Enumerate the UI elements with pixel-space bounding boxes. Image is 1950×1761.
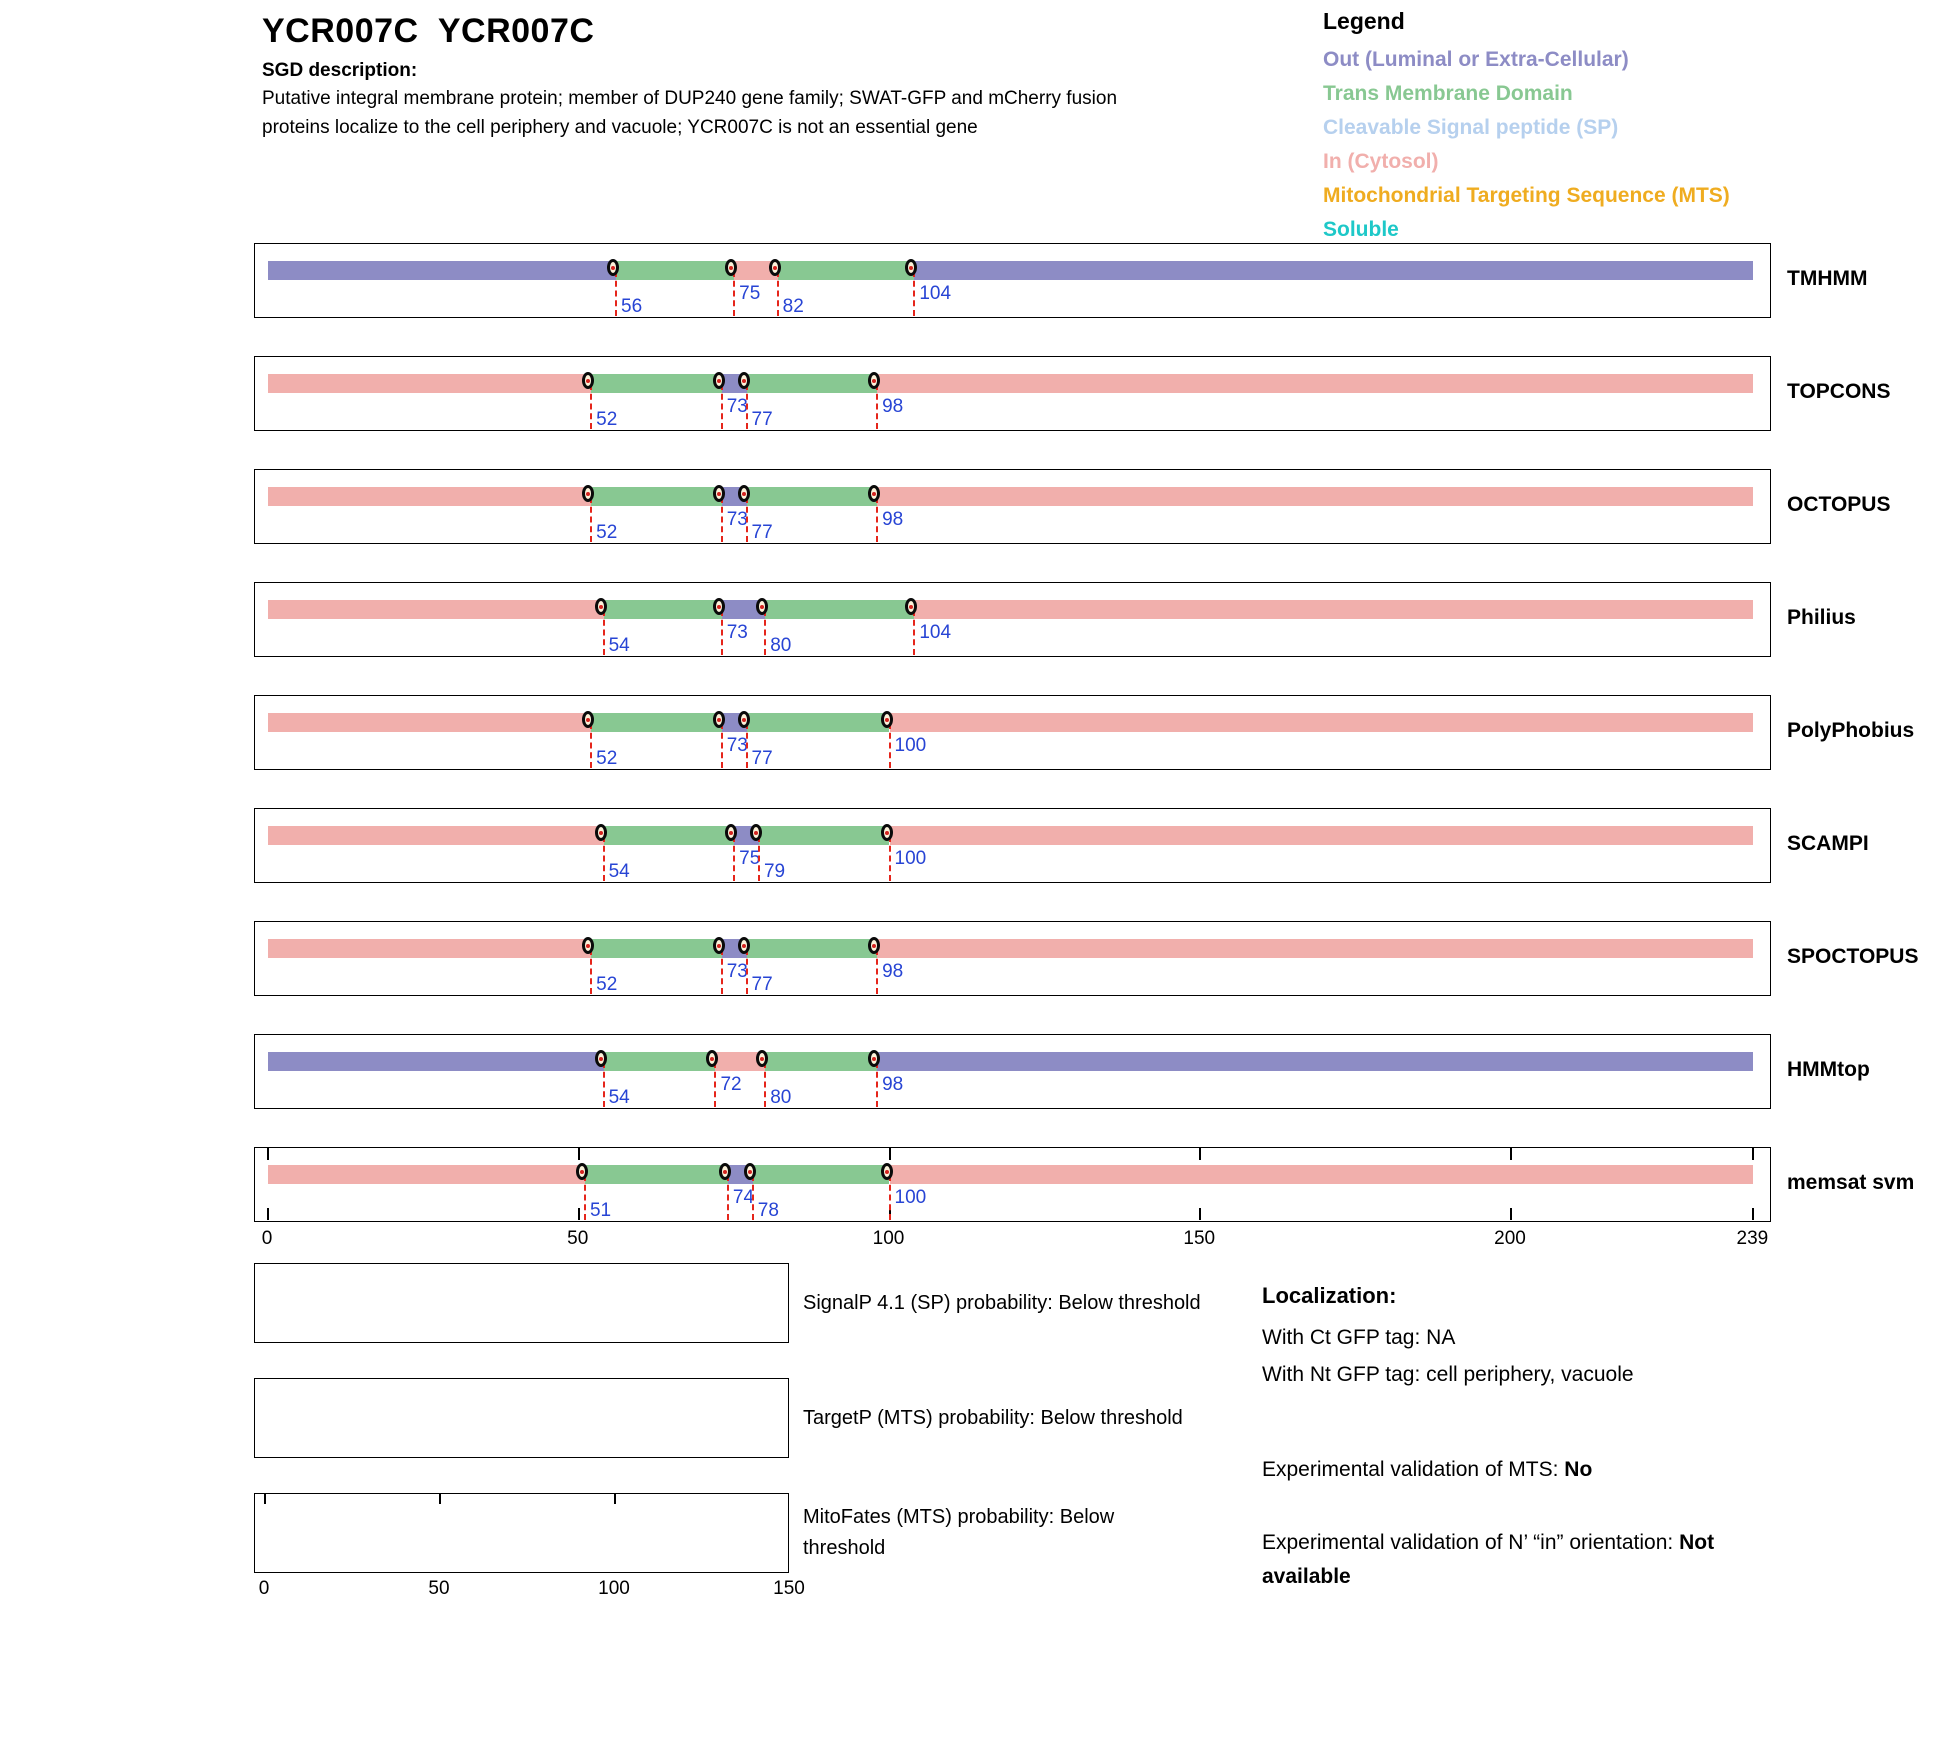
axis-tick (578, 1208, 580, 1220)
boundary-line (615, 271, 617, 316)
boundary-line (727, 1175, 729, 1220)
segment-tm (604, 826, 735, 845)
boundary-label: 52 (596, 522, 618, 543)
track-label-scampi: SCAMPI (1787, 832, 1869, 855)
boundary-label: 80 (770, 635, 792, 656)
boundary-marker (868, 485, 880, 502)
track-philius (254, 582, 1856, 657)
segment-tm (585, 1165, 728, 1184)
mts-validation-label: Experimental validation of MTS: (1262, 1458, 1565, 1481)
boundary-label: 82 (782, 296, 804, 317)
segment-tm (591, 939, 722, 958)
boundary-marker (881, 711, 893, 728)
segment-in (890, 713, 1754, 732)
x-axis-label: 150 (1183, 1228, 1216, 1249)
track-label-polyphobius: PolyPhobius (1787, 719, 1915, 742)
boundary-label: 79 (763, 861, 786, 882)
axis-tick (1510, 1208, 1512, 1220)
boundary-marker (868, 372, 880, 389)
ct-gfp-line: With Ct GFP tag: NA (1262, 1326, 1456, 1349)
boundary-marker (595, 598, 607, 615)
axis-tick (267, 1148, 269, 1160)
boundary-line (777, 271, 779, 316)
boundary-label: 73 (726, 961, 748, 982)
segment-tm (604, 1052, 716, 1071)
boundary-marker (595, 824, 607, 841)
boundary-label: 54 (608, 635, 630, 656)
boundary-marker (713, 372, 725, 389)
boundary-line (733, 271, 735, 316)
boundary-label: 98 (882, 1074, 904, 1095)
boundary-marker (769, 259, 781, 276)
boundary-line (721, 384, 723, 429)
boundary-line (889, 836, 891, 881)
boundary-line (889, 1175, 891, 1220)
segment-in (268, 826, 604, 845)
segment-tm (759, 826, 890, 845)
segment-out (877, 1052, 1753, 1071)
segment-tm (591, 487, 722, 506)
segment-tm (616, 261, 734, 280)
boundary-marker (738, 485, 750, 502)
legend-title: Legend (1323, 8, 1405, 34)
probability-plot-caption-targetp (803, 1378, 1238, 1458)
boundary-label: 54 (608, 861, 630, 882)
page-title: YCR007C YCR007C (262, 12, 595, 50)
boundary-line (764, 1062, 766, 1107)
boundary-line (913, 271, 915, 316)
nt-gfp-line: With Nt GFP tag: cell periphery, vacuole (1262, 1363, 1634, 1386)
x-axis-label: 239 (1736, 1228, 1769, 1249)
boundary-line (603, 610, 605, 655)
boundary-marker (607, 259, 619, 276)
track-tmhmm (254, 243, 1868, 318)
legend-item-mts: Mitochondrial Targeting Sequence (MTS) (1323, 184, 1730, 207)
track-hmmtop (254, 1034, 1870, 1109)
track-label-tmhmm: TMHMM (1787, 267, 1868, 290)
sgd-description-line: proteins localize to the cell periphery and vacuole; YCR007C is not an essential gene (262, 117, 978, 138)
boundary-marker (744, 1163, 756, 1180)
boundary-line (876, 1062, 878, 1107)
segment-tm (747, 713, 890, 732)
boundary-marker (738, 711, 750, 728)
boundary-marker (881, 1163, 893, 1180)
boundary-marker (750, 824, 762, 841)
boundary-label: 52 (596, 974, 618, 995)
axis-tick (1752, 1148, 1754, 1160)
track-box-memsat-svm (254, 1147, 1771, 1222)
boundary-line (746, 949, 748, 994)
segment-tm (591, 374, 722, 393)
boundary-marker (713, 711, 725, 728)
track-label-hmmtop: HMMtop (1787, 1058, 1870, 1081)
boundary-label: 100 (894, 735, 927, 756)
orientation-validation-line (1262, 1526, 1787, 1594)
boundary-marker (713, 937, 725, 954)
boundary-line (714, 1062, 716, 1107)
boundary-marker (713, 485, 725, 502)
segment-tm (765, 1052, 877, 1071)
axis-tick (439, 1494, 441, 1504)
boundary-line (889, 723, 891, 768)
legend-item-out: Out (Luminal or Extra-Cellular) (1323, 48, 1629, 71)
boundary-label: 77 (751, 974, 773, 995)
boundary-label: 100 (894, 848, 927, 869)
axis-tick (1199, 1208, 1201, 1220)
boundary-marker (713, 598, 725, 615)
boundary-label: 98 (882, 509, 904, 530)
segment-tm (747, 939, 878, 958)
probability-plot-caption-signalp (803, 1263, 1238, 1343)
boundary-label: 52 (596, 409, 618, 430)
segment-in (890, 1165, 1754, 1184)
segment-in (268, 600, 604, 619)
track-scampi (254, 808, 1869, 883)
segment-tm (591, 713, 722, 732)
boundary-label: 77 (751, 522, 773, 543)
axis-tick (1199, 1148, 1201, 1160)
legend-item-in: In (Cytosol) (1323, 150, 1439, 173)
axis-tick (1752, 1208, 1754, 1220)
sgd-description-label: SGD description: (262, 60, 418, 81)
segment-in (877, 374, 1753, 393)
boundary-label: 98 (882, 961, 904, 982)
legend-item-soluble: Soluble (1323, 218, 1399, 241)
probability-plot-caption-mitofates (803, 1493, 1238, 1573)
x-axis-label: 100 (872, 1228, 905, 1249)
boundary-label: 73 (726, 396, 748, 417)
segment-in (877, 939, 1753, 958)
segment-in (268, 713, 591, 732)
legend-item-tm: Trans Membrane Domain (1323, 82, 1573, 105)
track-spoctopus (254, 921, 1919, 996)
boundary-line (590, 384, 592, 429)
boundary-line (590, 497, 592, 542)
localization-title: Localization: (1262, 1283, 1397, 1308)
track-box-scampi (254, 808, 1771, 883)
segment-tm (753, 1165, 890, 1184)
segment-in (268, 939, 591, 958)
boundary-line (752, 1175, 754, 1220)
x-axis-label: 200 (1494, 1228, 1526, 1249)
boundary-line (721, 723, 723, 768)
track-box-tmhmm (254, 243, 1771, 318)
segment-tm (765, 600, 914, 619)
boundary-line (721, 949, 723, 994)
track-memsat-svm (254, 1147, 1915, 1222)
boundary-label: 73 (726, 509, 748, 530)
track-box-polyphobius (254, 695, 1771, 770)
sgd-description (262, 84, 1117, 142)
sgd-description-line: Putative integral membrane protein; member of DUP240 gene family; SWAT-GFP and mCherry fusion (262, 88, 1118, 109)
axis-tick (889, 1148, 891, 1160)
track-label-spoctopus: SPOCTOPUS (1787, 945, 1919, 968)
segment-in (914, 600, 1753, 619)
boundary-marker (738, 937, 750, 954)
boundary-line (913, 610, 915, 655)
boundary-line (876, 384, 878, 429)
boundary-line (733, 836, 735, 881)
boundary-line (584, 1175, 586, 1220)
boundary-marker (738, 372, 750, 389)
mts-validation-line (1262, 1458, 1592, 1482)
track-topcons (254, 356, 1891, 431)
track-label-memsat-svm: memsat svm (1787, 1171, 1915, 1194)
boundary-label: 98 (882, 396, 904, 417)
probability-plot-x-axis (254, 1578, 805, 1602)
legend (1323, 8, 1730, 247)
x-axis (254, 1228, 1771, 1254)
probability-x-axis-label: 0 (258, 1578, 270, 1599)
axis-tick (267, 1208, 269, 1220)
probability-plot-caption-line: SignalP 4.1 (SP) probability: Below threshold (803, 1291, 1201, 1314)
boundary-label: 104 (919, 622, 952, 643)
orientation-validation-label: Experimental validation of N’ “in” orientation: (1262, 1531, 1680, 1554)
boundary-line (746, 723, 748, 768)
boundary-line (764, 610, 766, 655)
segment-in (890, 826, 1754, 845)
segment-out (268, 1052, 604, 1071)
boundary-line (603, 836, 605, 881)
track-box-hmmtop (254, 1034, 1771, 1109)
boundary-marker (868, 1050, 880, 1067)
track-box-octopus (254, 469, 1771, 544)
axis-tick (578, 1148, 580, 1160)
mts-validation-value: No (1564, 1458, 1593, 1481)
boundary-label: 80 (770, 1087, 792, 1108)
boundary-label: 56 (621, 296, 643, 317)
segment-tm (747, 487, 878, 506)
boundary-label: 104 (919, 283, 952, 304)
boundary-label: 75 (739, 848, 761, 869)
boundary-line (746, 497, 748, 542)
boundary-label: 78 (757, 1200, 779, 1221)
boundary-line (876, 497, 878, 542)
boundary-label: 74 (732, 1187, 755, 1208)
boundary-label: 73 (726, 735, 748, 756)
probability-x-axis-label: 150 (773, 1578, 805, 1599)
probability-plot-mitofates (254, 1493, 789, 1573)
track-label-philius: Philius (1787, 606, 1856, 629)
track-polyphobius (254, 695, 1915, 770)
legend-items (1323, 43, 1730, 247)
segment-in (268, 374, 591, 393)
segment-tm (778, 261, 915, 280)
probability-plot-caption-line: threshold (803, 1537, 886, 1559)
track-box-philius (254, 582, 1771, 657)
segment-tm (604, 600, 722, 619)
boundary-label: 77 (751, 409, 773, 430)
boundary-line (603, 1062, 605, 1107)
boundary-line (721, 497, 723, 542)
probability-x-axis-label: 100 (598, 1578, 630, 1599)
track-label-octopus: OCTOPUS (1787, 493, 1891, 516)
boundary-marker (595, 1050, 607, 1067)
track-label-topcons: TOPCONS (1787, 380, 1891, 403)
segment-out (268, 261, 616, 280)
boundary-line (746, 384, 748, 429)
segment-in (877, 487, 1753, 506)
segment-in (268, 1165, 585, 1184)
boundary-line (758, 836, 760, 881)
axis-tick (614, 1494, 616, 1504)
boundary-label: 72 (720, 1074, 742, 1095)
boundary-label: 100 (894, 1187, 927, 1208)
boundary-label: 51 (589, 1200, 612, 1221)
axis-tick (264, 1494, 266, 1504)
x-axis-label: 50 (567, 1228, 589, 1249)
probability-plot-caption-line: TargetP (MTS) probability: Below threshold (803, 1406, 1183, 1429)
segment-out (914, 261, 1753, 280)
boundary-label: 54 (608, 1087, 630, 1108)
boundary-label: 77 (751, 748, 773, 769)
boundary-marker (868, 937, 880, 954)
boundary-line (876, 949, 878, 994)
boundary-marker (881, 824, 893, 841)
boundary-marker (576, 1163, 588, 1180)
boundary-line (590, 723, 592, 768)
boundary-marker (719, 1163, 731, 1180)
axis-tick (1510, 1148, 1512, 1160)
probability-plot-signalp (254, 1263, 789, 1343)
x-axis-label: 0 (261, 1228, 273, 1249)
track-box-spoctopus (254, 921, 1771, 996)
probability-x-axis-label: 50 (428, 1578, 450, 1599)
probability-plot-caption-line: MitoFates (MTS) probability: Below (803, 1506, 1115, 1528)
boundary-line (721, 610, 723, 655)
segment-tm (747, 374, 878, 393)
boundary-label: 75 (739, 283, 761, 304)
boundary-label: 52 (596, 748, 618, 769)
probability-plot-targetp (254, 1378, 789, 1458)
segment-in (268, 487, 591, 506)
track-octopus (254, 469, 1891, 544)
boundary-label: 73 (726, 622, 748, 643)
legend-item-sp: Cleavable Signal peptide (SP) (1323, 116, 1619, 139)
track-box-topcons (254, 356, 1771, 431)
orientation-validation-value: Not available (1262, 1531, 1715, 1588)
boundary-line (590, 949, 592, 994)
